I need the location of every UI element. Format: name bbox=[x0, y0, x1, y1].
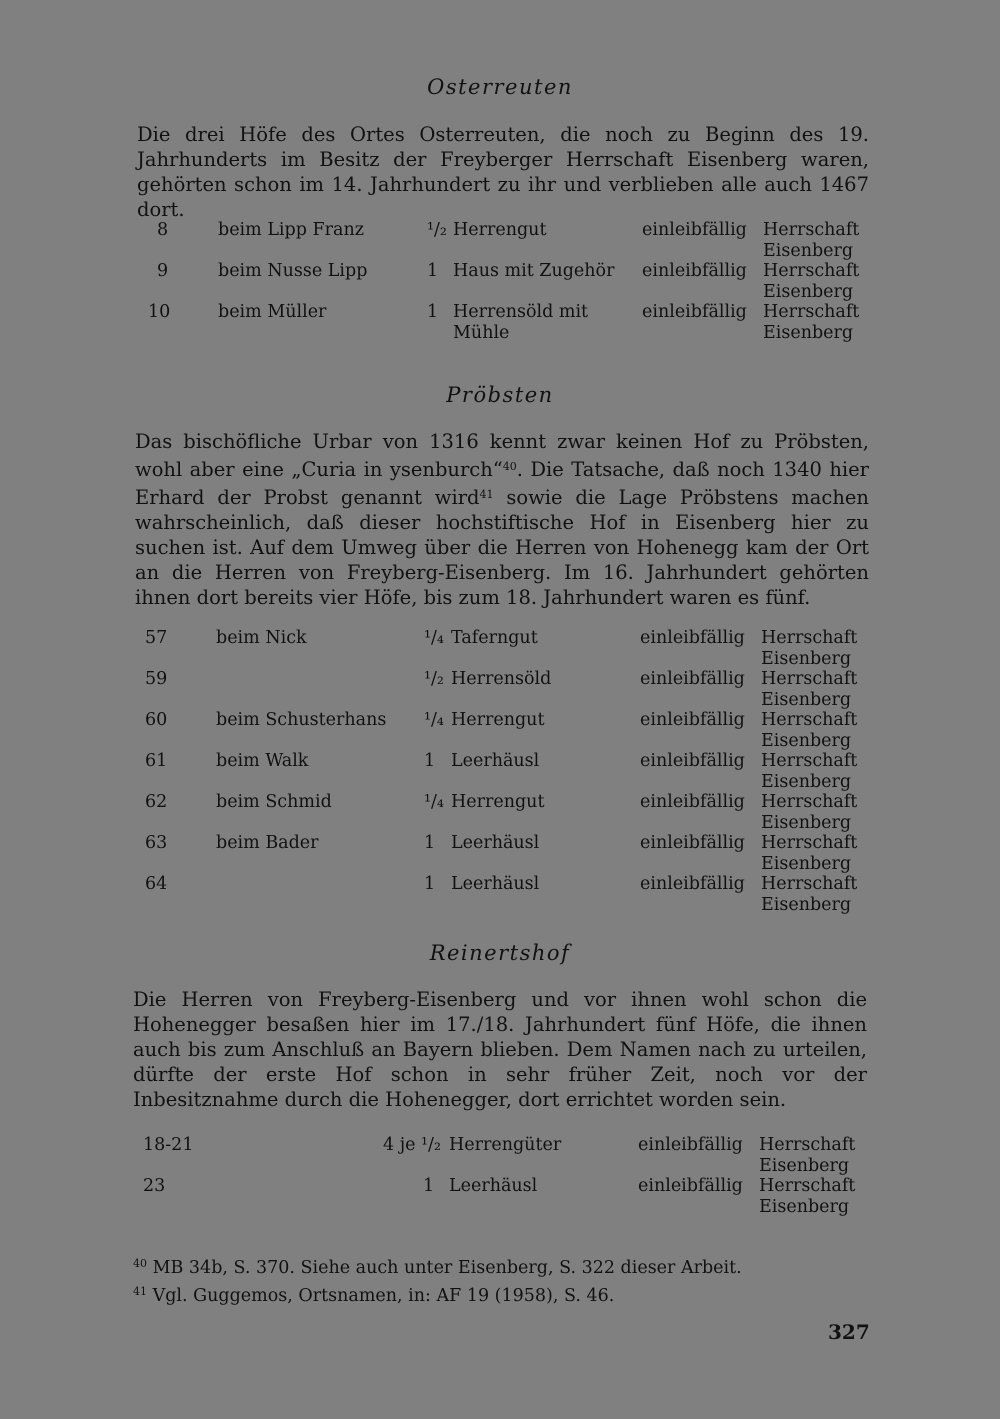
table-row bbox=[140, 833, 870, 874]
farm-number: 18-21 bbox=[143, 1135, 194, 1155]
farm-owner bbox=[761, 792, 857, 834]
owner-line-1: Herrschaft bbox=[763, 261, 860, 281]
page-number: 327 bbox=[828, 1320, 870, 1344]
farm-owner bbox=[761, 874, 857, 916]
owner-line-1: Herrschaft bbox=[763, 220, 860, 240]
owner-line-1: Herrschaft bbox=[761, 874, 858, 894]
farm-owner bbox=[759, 1176, 855, 1218]
table-row bbox=[140, 1135, 870, 1176]
farm-type: Herrengut bbox=[453, 220, 547, 240]
farm-number: 23 bbox=[143, 1176, 166, 1196]
farm-type: Leerhäusl bbox=[451, 751, 540, 771]
owner-line-2: Eisenberg bbox=[763, 241, 854, 261]
farm-share: 1 bbox=[427, 302, 439, 322]
owner-line-2: Eisenberg bbox=[761, 895, 852, 915]
farm-type: Leerhäusl bbox=[449, 1176, 538, 1196]
farm-status: einleibfällig bbox=[640, 710, 745, 730]
paragraph-text: . Die Tatsache, daß noch 1340 hier Erhard der Probst genannt wird bbox=[135, 458, 869, 509]
table-row bbox=[140, 874, 870, 915]
farm-type: Leerhäusl bbox=[451, 833, 540, 853]
farm-share: 4 je ¹/₂ bbox=[383, 1135, 441, 1155]
owner-line-1: Herrschaft bbox=[763, 302, 860, 322]
owner-line-2: Eisenberg bbox=[763, 323, 854, 343]
footnote-text: MB 34b, S. 370. Siehe auch unter Eisenberg, S. 322 dieser Arbeit. bbox=[152, 1258, 742, 1278]
table-row bbox=[140, 261, 870, 302]
owner-line-1: Herrschaft bbox=[761, 669, 858, 689]
farm-type: Taferngut bbox=[451, 628, 538, 648]
farm-number: 64 bbox=[145, 874, 168, 894]
owner-line-1: Herrschaft bbox=[761, 628, 858, 648]
farm-type: Herrensöld bbox=[451, 669, 552, 689]
section-paragraph-proebsten bbox=[135, 429, 869, 610]
farm-name: beim Walk bbox=[216, 751, 309, 771]
farm-owner bbox=[761, 628, 857, 670]
owner-line-2: Eisenberg bbox=[759, 1197, 850, 1217]
farm-number: 62 bbox=[145, 792, 168, 812]
farm-share: 1 bbox=[424, 833, 436, 853]
farm-status: einleibfällig bbox=[640, 669, 745, 689]
farm-share: ¹/₄ bbox=[424, 628, 444, 648]
farm-table-osterreuten bbox=[140, 220, 870, 343]
owner-line-2: Eisenberg bbox=[763, 282, 854, 302]
farm-number: 10 bbox=[148, 302, 171, 322]
farm-number: 63 bbox=[145, 833, 168, 853]
farm-owner bbox=[763, 261, 859, 303]
farm-owner bbox=[763, 220, 859, 262]
section-heading-osterreuten: Osterreuten bbox=[427, 75, 573, 99]
farm-type: Herrensöld mit Mühle bbox=[453, 302, 589, 343]
farm-owner bbox=[763, 302, 859, 344]
farm-status: einleibfällig bbox=[640, 874, 745, 894]
table-row bbox=[140, 628, 870, 669]
farm-name: beim Bader bbox=[216, 833, 319, 853]
farm-type: Herrengut bbox=[451, 710, 545, 730]
table-row bbox=[140, 751, 870, 792]
farm-status: einleibfällig bbox=[640, 628, 745, 648]
farm-name: beim Nick bbox=[216, 628, 307, 648]
footnote bbox=[133, 1252, 742, 1280]
owner-line-1: Herrschaft bbox=[761, 751, 858, 771]
section-paragraph-reinertshof: Die Herren von Freyberg-Eisenberg und vor ihnen wohl schon die Hohenegger besaßen hier im 17./18. Jahrhundert fünf Höfe, die ihnen auch bis zum Anschluß an Bayern blieben. Dem Namen nach zu urteilen, dürfte der erste Hof schon in sehr früher Zeit, noch vor der Inbesitznahme durch die Hohenegger, dort errichtet worden sein. bbox=[133, 988, 867, 1111]
farm-number: 59 bbox=[145, 669, 168, 689]
farm-owner bbox=[761, 669, 857, 711]
footnote-marker: 41 bbox=[479, 488, 494, 501]
farm-share: 1 bbox=[424, 751, 436, 771]
owner-line-2: Eisenberg bbox=[761, 813, 852, 833]
farm-status: einleibfällig bbox=[638, 1176, 743, 1196]
table-row bbox=[140, 710, 870, 751]
farm-owner bbox=[759, 1135, 855, 1177]
paragraph-text: sowie die Lage Pröbstens machen wahrscheinlich, daß dieser hochstiftische Hof in Eisenberg hier zu suchen ist. Auf dem Umweg über die Herren von Hohenegg kam der Ort an die Herren von Freyberg-Eisenberg. Im 16. Jahrhundert gehörten ihnen dort bereits vier Höfe, bis zum 18. Jahrhundert waren es fünf. bbox=[135, 486, 869, 609]
farm-status: einleibfällig bbox=[640, 833, 745, 853]
farm-name: beim Lipp Franz bbox=[218, 220, 364, 240]
owner-line-1: Herrschaft bbox=[759, 1135, 856, 1155]
farm-number: 60 bbox=[145, 710, 168, 730]
farm-share: 1 bbox=[423, 1176, 435, 1196]
table-row bbox=[140, 220, 870, 261]
owner-line-2: Eisenberg bbox=[761, 731, 852, 751]
farm-status: einleibfällig bbox=[640, 792, 745, 812]
farm-number: 8 bbox=[157, 220, 169, 240]
section-heading-proebsten: Pröbsten bbox=[446, 383, 554, 407]
farm-table-reinertshof bbox=[140, 1135, 870, 1217]
farm-status: einleibfällig bbox=[640, 751, 745, 771]
farm-share: 1 bbox=[424, 874, 436, 894]
owner-line-2: Eisenberg bbox=[761, 854, 852, 874]
owner-line-2: Eisenberg bbox=[761, 649, 852, 669]
section-heading-reinertshof: Reinertshof bbox=[429, 941, 571, 965]
farm-owner bbox=[761, 710, 857, 752]
farm-type: Haus mit Zugehör bbox=[453, 261, 615, 281]
farm-name: beim Schmid bbox=[216, 792, 332, 812]
farm-owner bbox=[761, 833, 857, 875]
owner-line-2: Eisenberg bbox=[761, 772, 852, 792]
table-row bbox=[140, 669, 870, 710]
footnote-number: 40 bbox=[133, 1257, 147, 1270]
owner-line-1: Herrschaft bbox=[761, 833, 858, 853]
farm-number: 61 bbox=[145, 751, 168, 771]
owner-line-1: Herrschaft bbox=[759, 1176, 856, 1196]
farm-name: beim Schusterhans bbox=[216, 710, 387, 730]
farm-name: beim Nusse Lipp bbox=[218, 261, 368, 281]
footnote bbox=[133, 1280, 742, 1308]
farm-share: 1 bbox=[427, 261, 439, 281]
farm-status: einleibfällig bbox=[642, 220, 747, 240]
farm-name: beim Müller bbox=[218, 302, 327, 322]
owner-line-1: Herrschaft bbox=[761, 792, 858, 812]
farm-status: einleibfällig bbox=[642, 302, 747, 322]
farm-share: ¹/₄ bbox=[424, 792, 444, 812]
footnote-text: Vgl. Guggemos, Ortsnamen, in: AF 19 (1958), S. 46. bbox=[152, 1286, 615, 1306]
farm-status: einleibfällig bbox=[642, 261, 747, 281]
table-row bbox=[140, 792, 870, 833]
farm-type: Leerhäusl bbox=[451, 874, 540, 894]
owner-line-1: Herrschaft bbox=[761, 710, 858, 730]
footnotes bbox=[133, 1252, 742, 1308]
farm-type: Herrengut bbox=[451, 792, 545, 812]
table-row bbox=[140, 302, 870, 343]
footnote-number: 41 bbox=[133, 1285, 147, 1298]
farm-share: ¹/₂ bbox=[427, 220, 447, 240]
paragraph-text: Das bischöfliche Urbar von 1316 kennt zwar keinen Hof zu Pröbsten, wohl aber eine „Curia in ysenburch“ bbox=[135, 430, 869, 481]
farm-owner bbox=[761, 751, 857, 793]
owner-line-2: Eisenberg bbox=[761, 690, 852, 710]
table-row bbox=[140, 1176, 870, 1217]
owner-line-2: Eisenberg bbox=[759, 1156, 850, 1176]
farm-number: 9 bbox=[157, 261, 169, 281]
section-paragraph-osterreuten: Die drei Höfe des Ortes Osterreuten, die noch zu Beginn des 19. Jahrhunderts im Besitz der Freyberger Herrschaft Eisenberg waren, gehörten schon im 14. Jahrhundert zu ihr und verblieben alle auch 1467 dort. bbox=[137, 123, 869, 221]
farm-table-proebsten bbox=[140, 628, 870, 915]
farm-share: ¹/₄ bbox=[424, 710, 444, 730]
farm-status: einleibfällig bbox=[638, 1135, 743, 1155]
farm-number: 57 bbox=[145, 628, 168, 648]
footnote-marker: 40 bbox=[502, 460, 517, 473]
farm-share: ¹/₂ bbox=[424, 669, 444, 689]
farm-type: Herrengüter bbox=[449, 1135, 562, 1155]
